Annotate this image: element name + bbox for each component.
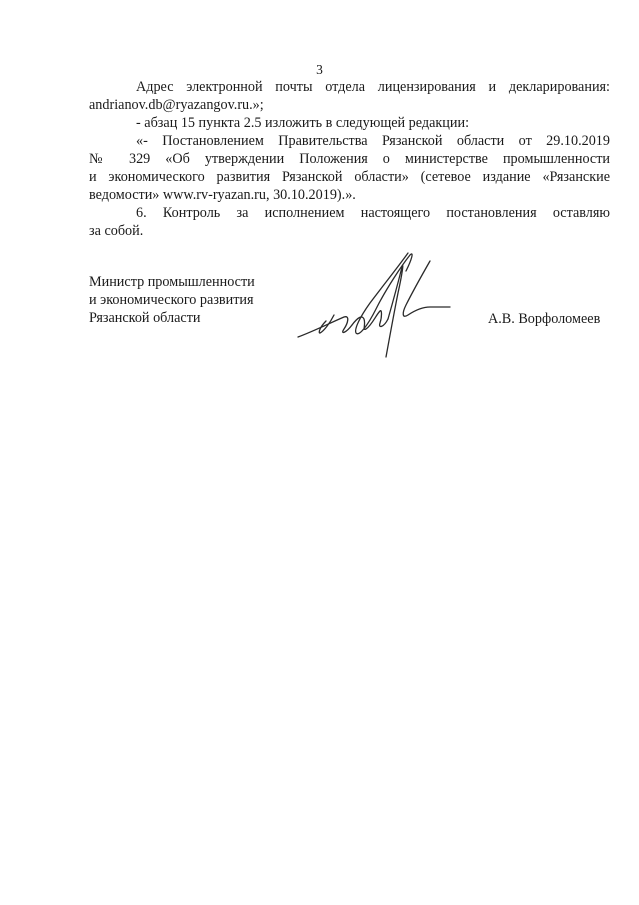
resolution-line-2: № 329 «Об утверждении Положения о министерстве промышленности [89,151,610,167]
signer-position [89,273,255,327]
signer-position-line: Министр промышленности [89,274,255,290]
page-number: 3 [316,62,323,77]
handwritten-signature [290,245,455,370]
email-address-line: andrianov.db@ryazangov.ru.»; [89,97,264,113]
email-line: Адрес электронной почты отдела лицензирования и декларирования: [136,79,610,95]
resolution-line-1: «- Постановлением Правительства Рязанской области от 29.10.2019 [136,133,610,149]
signer-name: А.В. Ворфоломеев [488,311,601,327]
control-clause-line-1: 6. Контроль за исполнением настоящего постановления оставляю [136,205,610,221]
signer-position-line: и экономического развития [89,292,254,308]
resolution-line-4: ведомости» www.rv-ryazan.ru, 30.10.2019).». [89,187,356,203]
resolution-line-3: и экономического развития Рязанской области» (сетевое издание «Рязанские [89,169,610,185]
paragraph-15-intro: - абзац 15 пункта 2.5 изложить в следующей редакции: [136,115,470,131]
document-body [89,78,610,240]
control-clause-line-2: за собой. [89,223,144,239]
signer-position-line: Рязанской области [89,310,201,326]
